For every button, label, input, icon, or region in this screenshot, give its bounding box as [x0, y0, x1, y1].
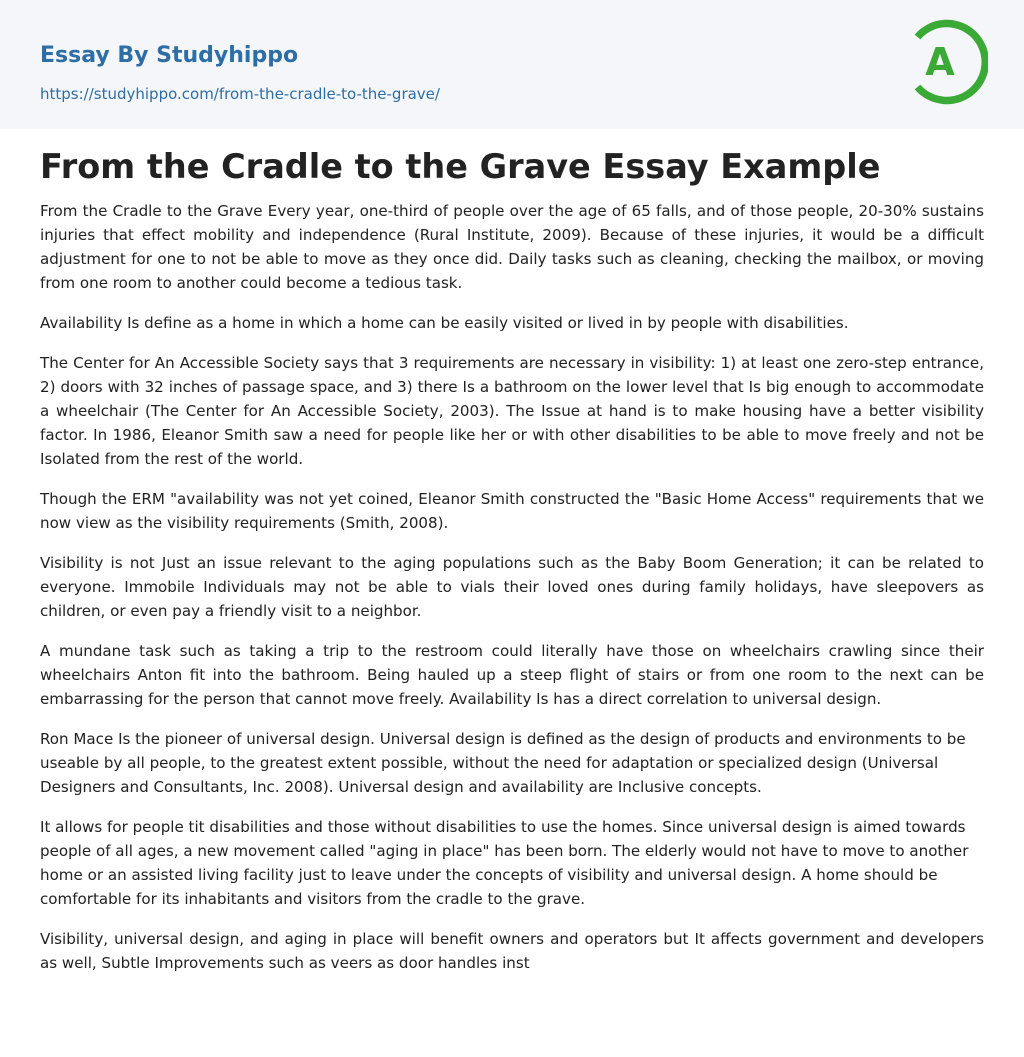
- essay-paragraph: Though the ERM "availability was not yet coined, Eleanor Smith constructed the "Basic Home Access" requirements that we now view as the visibility requirements (Smith, 2008).: [40, 490, 984, 532]
- page-title: From the Cradle to the Grave Essay Example: [40, 147, 881, 186]
- essay-paragraph: Visibility, universal design, and aging in place will benefit owners and operators but It affects government and developers as well, Subtle Improvements such as veers as door handles inst: [40, 930, 984, 972]
- essay-paragraph: Ron Mace Is the pioneer of universal design. Universal design is defined as the design of products and environments to be useable by all people, to the greatest extent possible, without the need for adaptation or specialized design (Universal Designers and Consultants, Inc. 2008). Universal design and availability are Inclusive concepts.: [40, 730, 966, 796]
- logo-letter: A: [925, 40, 955, 84]
- essay-article: [40, 145, 984, 991]
- essay-paragraph: Visibility is not Just an issue relevant to the aging populations such as the Baby Boom Generation; it can be related to everyone. Immobile Individuals may not be able to vials their loved ones during family holidays, have sleepovers as children, or even pay a friendly visit to a neighbor.: [40, 554, 984, 620]
- essay-paragraph: Availability Is define as a home in which a home can be easily visited or lived in by people with disabilities.: [40, 314, 849, 332]
- essay-body: [40, 199, 984, 975]
- essay-paragraph: A mundane task such as taking a trip to the restroom could literally have those on wheelchairs crawling since their wheelchairs Anton fit into the bathroom. Being hauled up a steep flight of stairs or from one room to the next can be embarrassing for the person that cannot move freely. Availability Is has a direct correlation to universal design.: [40, 642, 984, 708]
- site-title[interactable]: Essay By Studyhippo: [40, 43, 299, 68]
- essay-paragraph: The Center for An Accessible Society says that 3 requirements are necessary in visibility: 1) at least one zero-step entrance, 2) doors with 32 inches of passage space, and 3) there Is a bathroom on the lower level that Is big enough to accommodate a wheelchair (The Center for An Accessible Society, 2003). The Issue at hand is to make housing have a better visibility factor. In 1986, Eleanor Smith saw a need for people like her or with other disabilities to be able to move freely and not be Isolated from the rest of the world.: [40, 354, 984, 468]
- essay-paragraph: From the Cradle to the Grave Every year, one-third of people over the age of 65 falls, and of those people, 20-30% sustains injuries that effect mobility and independence (Rural Institute, 2009). Because of these injuries, it would be a difficult adjustment for one to not be able to move as they once did. Daily tasks such as cleaning, checking the mailbox, or moving from one room to another could become a tedious task.: [40, 202, 984, 292]
- studyhippo-logo-icon[interactable]: [912, 19, 988, 105]
- source-url-link[interactable]: https://studyhippo.com/from-the-cradle-to-the-grave/: [40, 85, 440, 103]
- site-header: [0, 0, 1024, 129]
- essay-paragraph: It allows for people tit disabilities and those without disabilities to use the homes. Since universal design is aimed towards people of all ages, a new movement called "aging in place" has been born. The elderly would not have to move to another home or an assisted living facility just to leave under the concepts of visibility and universal design. A home should be comfortable for its inhabitants and visitors from the cradle to the grave.: [40, 818, 969, 908]
